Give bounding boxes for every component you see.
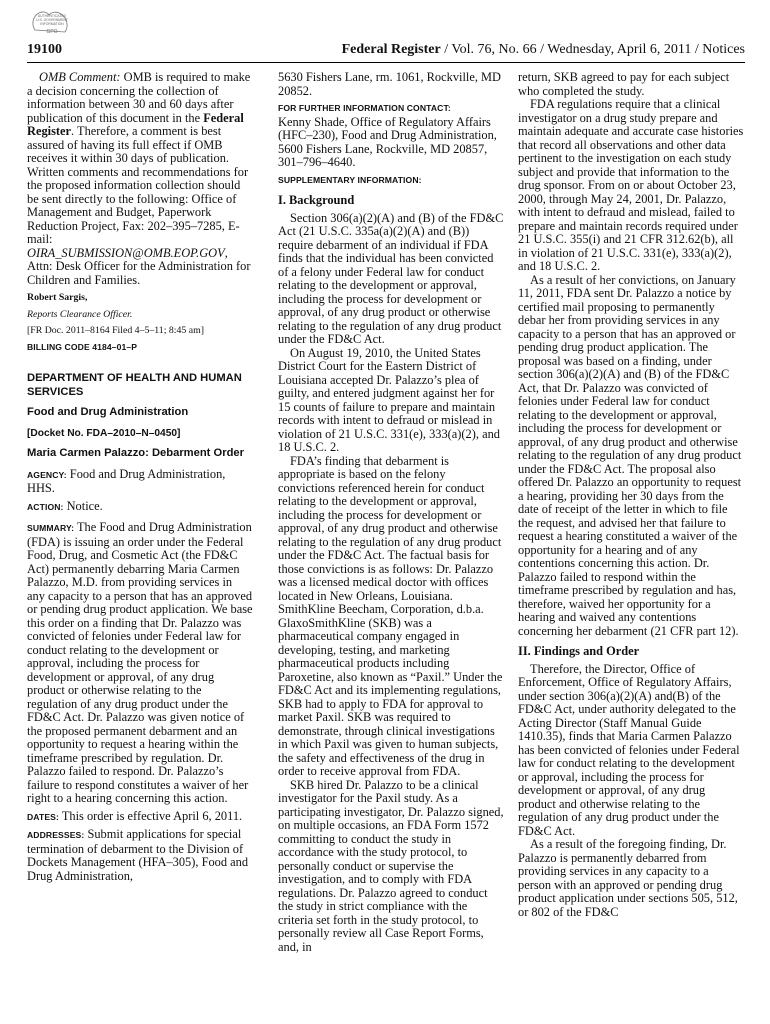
omb-comment: OMB Comment: OMB is required to make a decision concerning the collection of information between 30 and 60 days after publication of this document in the Federal Register. Therefore, a comment is best assured of having its full effect if OMB receives it within 30 days of publication. Written comments and recommendations for the proposed information collection should be sent directly to the following: Office of Management and Budget, Paperwork Reduction Project, Fax: 202–395–7285, E-mail: OIRA_SUBMISSION@OMB.EOP.GOV, Attn: Desk Officer for the Administration for Children and Families. [27, 70, 251, 287]
signer-title: Reports Clearance Officer. [27, 308, 133, 320]
dates-section: DATES: This order is effective April 6, 2011. [27, 808, 243, 823]
svg-text:INFORMATION: INFORMATION [40, 22, 64, 26]
background-paragraph-4: SKB hired Dr. Palazzo to be a clinical investigator for the Paxil study. As a participating investigator, Dr. Palazzo signed, on multiple occasions, an FDA Form 1572 committing to conduct the study in accordance with the study protocol, to personally conduct or supervise the investigation, and to comply with FDA regulations. Dr. Palazzo agreed to conduct the study in strict compliance with the criteria set forth in the study protocol, to personally review all Case Report Forms, and, in [278, 777, 504, 954]
supplementary-label: SUPPLEMENTARY INFORMATION: [278, 174, 422, 185]
agency-heading: Food and Drug Administration [27, 406, 189, 418]
signer-name: Robert Sargis, [27, 292, 88, 303]
running-head [342, 42, 745, 58]
paragraph-continued: return, SKB agreed to pay for each subject who completed the study. [518, 70, 730, 98]
summary-section: SUMMARY: The Food and Drug Administration (FDA) is issuing an order under the Federal Food, Drug, and Cosmetic Act (the FD&C Act) permanently debarring Maria Carmen Palazzo, M.D. from providing services in any capacity to a person that has an approved or pending drug product application. We base this order on a finding that Dr. Palazzo was convicted of felonies under Federal law for conduct relating to the development or approval, including the process for development or approval, of any drug product or otherwise relating to the regulation of any drug product under the FD&C Act. Dr. Palazzo was given notice of the proposed permanent debarment and an opportunity to request a hearing within the timeframe prescribed by regulation. Dr. Palazzo failed to respond. Dr. Palazzo’s failure to respond constitutes a waiver of her right to a hearing concerning this action. [27, 520, 253, 805]
agency-section: AGENCY: Food and Drug Administration, HHS. [27, 466, 226, 495]
action-section: ACTION: Notice. [27, 498, 103, 513]
gpo-authenticated-logo [27, 8, 79, 38]
column-3 [518, 71, 744, 919]
address-continued: 5630 Fishers Lane, rm. 1061, Rockville, MD 20852. [278, 70, 502, 98]
header-rule [27, 62, 745, 63]
docket-number: [Docket No. FDA–2010–N–0450] [27, 427, 181, 439]
background-paragraph-1: Section 306(a)(2)(A) and (B) of the FD&C Act (21 U.S.C. 335a(a)(2)(A) and (B)) require debarment of an individual if FDA finds that the individual has been convicted of a felony under Federal law for conduct relating to the development or approval, including the process for development or approval, of any drug product or otherwise relating to the regulation of any drug product under the FD&C Act. [278, 210, 504, 346]
paragraph-order: As a result of the foregoing finding, Dr. Palazzo is permanently debarred from providing services in any capacity to a person with an approved or pending drug product application under sections 505, 512, or 802 of the FD&C [518, 837, 738, 919]
fr-doc-line: [FR Doc. 2011–8164 Filed 4–5–11; 8:45 am] [27, 325, 204, 336]
background-paragraph-2: On August 19, 2010, the United States District Court for the Eastern District of Louisiana accepted Dr. Palazzo’s plea of guilty, and entered judgment against her for 15 counts of failure to prepare and maintain records with intent to defraud or mislead in violation of 21 U.S.C. 331(e), 333(a)(2), and 18 U.S.C. 2. [278, 345, 500, 454]
omb-email-link[interactable]: OIRA_SUBMISSION@OMB.EOP.GOV [27, 245, 225, 260]
addresses-section: ADDRESSES: Submit applications for special termination of debarment to the Division of Dockets Management (HFA–305), Food and Drug Administration, [27, 827, 249, 883]
column-1 [27, 71, 253, 883]
svg-text:U.S. GOVERNMENT: U.S. GOVERNMENT [36, 18, 68, 22]
billing-code: BILLING CODE 4184–01–P [27, 341, 138, 352]
running-head-title: Federal Register [341, 42, 441, 57]
findings-heading: II. Findings and Order [518, 644, 640, 658]
paragraph-findings: Therefore, the Director, Office of Enforcement, Office of Regulatory Affairs, under section 306(a)(2)(A) and(B) of the FD&C Act, under authority delegated to the Acting Director (Staff Manual Guide 1410.35), finds that Maria Carmen Palazzo has been convicted of felonies under Federal law for conduct relating to the development or approval, including the process for development or approval, of any drug product and otherwise relating to the regulation of any drug product under the FD&C Act. [518, 661, 740, 838]
svg-text:GPO: GPO [46, 29, 58, 35]
page-header [27, 42, 745, 62]
svg-text:AUTHENTICATED: AUTHENTICATED [37, 14, 67, 18]
paragraph-fda-regulations: FDA regulations require that a clinical investigator on a drug study prepare and maintain adequate and accurate case histories that record all observations and other data pertinent to the investigation on each study subject and provide that information to the drug sponsor. From on or about October 23, 2000, through May 24, 2001, Dr. Palazzo, with intent to defraud and mislead, failed to prepare and maintain records required under 21 U.S.C. 355(i) and 21 CFR 312.62(b), all in violation of 21 U.S.C. 331(e), 333(a)(2), and 18 U.S.C. 2. [518, 97, 744, 273]
column-2 [278, 71, 504, 954]
paragraph-notice: As a result of her convictions, on January 11, 2011, FDA sent Dr. Palazzo a notice by certified mail proposing to permanently debar her from providing services in any capacity to a person that has an approved or pending drug product application. The proposal was based on a finding, under section 306(a)(2)(A) and (B) of the FD&C Act, that Dr. Palazzo was convicted of felonies under Federal law for conduct relating to the development or approval, including the process for development or approval, of any drug product and otherwise relating to the regulation of any drug product under the FD&C Act. The proposal also offered Dr. Palazzo an opportunity to request a hearing, providing her 30 days from the date of receipt of the letter in which to file the request, and advised her that failure to request a hearing constituted a waiver of the opportunity for a hearing and of any contentions concerning this action. Dr. Palazzo failed to respond within the timeframe prescribed by regulation and has, therefore, waived her opportunity for a hearing and waived any contentions concerning her debarment (21 CFR part 12). [518, 272, 742, 638]
background-heading: I. Background [278, 193, 355, 207]
gpo-eagle-icon [27, 8, 77, 38]
contact-label: FOR FURTHER INFORMATION CONTACT: [278, 103, 451, 113]
background-paragraph-3: FDA’s finding that debarment is appropriate is based on the felony convictions referenced herein for conduct relating to the development or approval, including the process for development or approval, of any drug product and otherwise relating to the regulation of any drug product under the FD&C Act. The factual basis for those convictions is as follows: Dr. Palazzo was a licensed medical doctor with offices located in New Orleans, Louisiana. SmithKline Beecham, Corporation, d.b.a. GlaxoSmithKline (SKB) was a pharmaceutical company engaged in developing, testing, and marketing pharmaceutical products including Paroxetine, also known as “Paxil.” Under the FD&C Act and its implementing regulations, SKB had to apply to FDA for approval to market Paxil. SKB was required to demonstrate, through clinical investigations in which Paxil was given to human subjects, the safety and effectiveness of the drug in order to receive approval from FDA. [278, 453, 503, 778]
page-number: 19100 [27, 42, 62, 57]
running-head-issue: / Vol. 76, No. 66 / Wednesday, April 6, 2011 / Notices [440, 42, 745, 57]
document-title: Maria Carmen Palazzo: Debarment Order [27, 447, 244, 459]
department-heading: DEPARTMENT OF HEALTH AND HUMAN SERVICES [27, 372, 242, 398]
contact-text: Kenny Shade, Office of Regulatory Affairs (HFC–230), Food and Drug Administration, 5600 Fishers Lane, Rockville, MD 20857, 301–796–4640. [278, 114, 497, 169]
